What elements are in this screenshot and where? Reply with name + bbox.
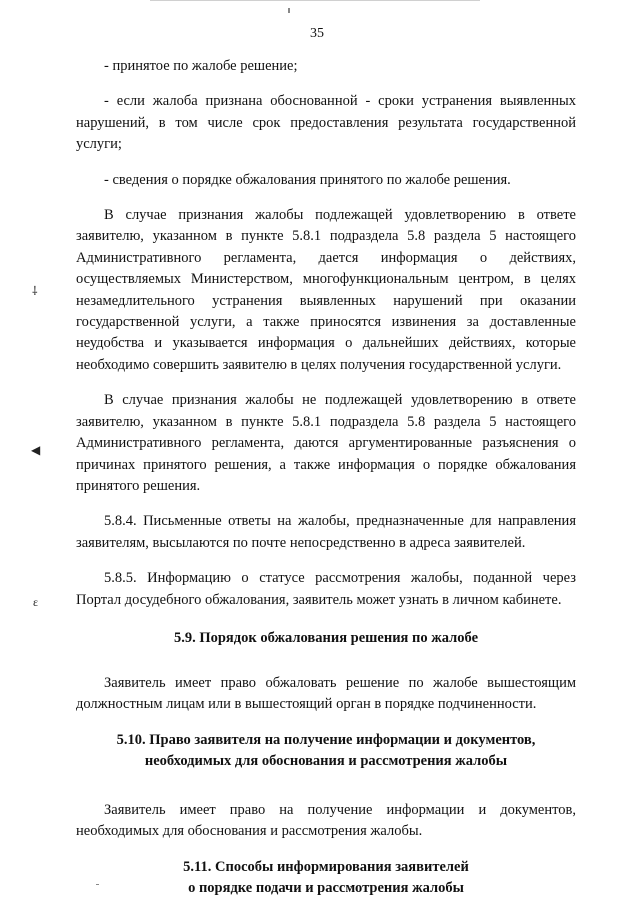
section-heading-5-9: 5.9. Порядок обжалования решения по жалобе (173, 629, 479, 646)
paragraph: Заявитель имеет право обжаловать решение по жалобе вышестоящим должностным лицам или в вышестоящий орган в порядке подчиненности. (76, 674, 576, 713)
scan-edge-line (150, 0, 480, 1)
heading-line: о порядке подачи и рассмотрения жалобы (188, 879, 464, 896)
paragraph: 5.8.4. Письменные ответы на жалобы, предназначенные для направления заявителям, высылаются по почте непосредственно в адреса заявителей. (76, 513, 576, 551)
margin-tick-mark: ⸸ (32, 284, 38, 298)
list-item: - принятое по жалобе решение; (104, 58, 298, 74)
heading-line: необходимых для обоснования и рассмотрения жалобы (144, 752, 508, 769)
paragraph: 5.8.5. Информацию о статусе рассмотрения жалобы, поданной через Портал досудебного обжалования, заявитель может узнать в личном кабинете. (76, 570, 576, 608)
page-number: 35 (310, 26, 324, 41)
margin-scribble-mark: ɛ (33, 595, 39, 609)
paragraph: В случае признания жалобы не подлежащей удовлетворению в ответе заявителю, указанном в пункте 5.8.1 подраздела 5.8 раздела 5 настоящего Административного регламента, даются аргументированные разъяснения о причинах принятого решения, а также информация о порядке обжалования принятого решения. (76, 392, 576, 494)
margin-arrow-mark: ◀ (31, 443, 41, 457)
paragraph: Заявитель имеет право на получение информации и документов, необходимых для обоснования и рассмотрения жалобы. (76, 801, 576, 840)
scan-speck (288, 8, 290, 13)
paragraph: В случае признания жалобы подлежащей удовлетворению в ответе заявителю, указанном в пункте 5.8.1 подраздела 5.8 раздела 5 настоящего Административного регламента, дается информация о действиях, осуществляемых Министерством, многофункциональным центром, в целях незамедлительного устранения выявленных нарушений при оказании государственной услуги, а также приносятся извинения за доставленные неудобства и указывается информация о дальнейших действиях, которые необходимо совершить заявителю в целях получения государственной услуги. (76, 207, 576, 373)
heading-line: 5.10. Право заявителя на получение информации и документов, (116, 731, 536, 748)
heading-line: 5.11. Способы информирования заявителей (183, 858, 469, 875)
list-item: - если жалоба признана обоснованной - сроки устранения выявленных нарушений, в том числе срок предоставления результата государственной услуги; (76, 93, 576, 153)
section-heading-5-10 (76, 730, 576, 772)
section-heading-5-11 (76, 857, 576, 899)
document-body (76, 56, 576, 899)
list-item: - сведения о порядке обжалования принятого по жалобе решения. (104, 171, 511, 188)
